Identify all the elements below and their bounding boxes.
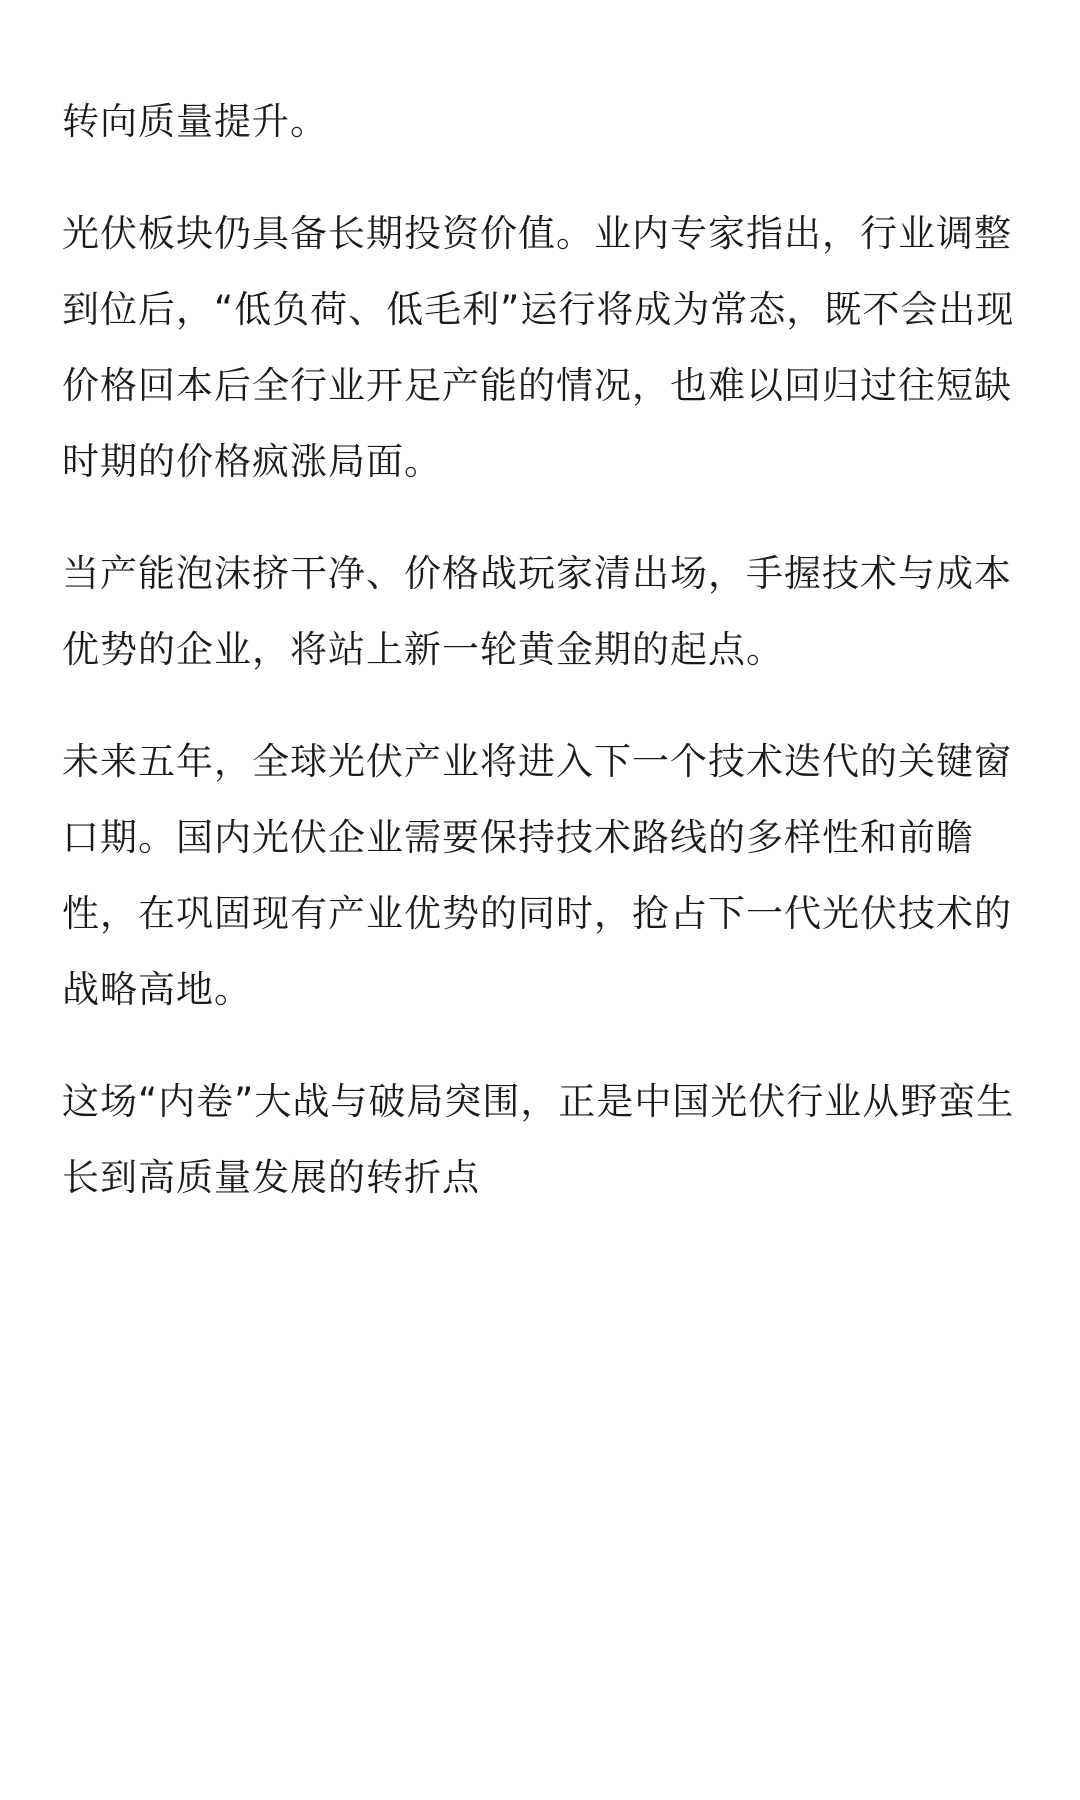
paragraph-4: 未来五年，全球光伏产业将进入下一个技术迭代的关键窗口期。国内光伏企业需要保持技术路线的多样性和前瞻性，在巩固现有产业优势的同时，抢占下一代光伏技术的战略高地。 <box>62 740 1012 1011</box>
paragraph-2: 光伏板块仍具备长期投资价值。业内专家指出，行业调整到位后，“低负荷、低毛利”运行将成为常态，既不会出现价格回本后全行业开足产能的情况，也难以回归过往短缺时期的价格疯涨局面。 <box>62 212 1015 483</box>
paragraph-5: 这场“内卷”大战与破局突围，正是中国光伏行业从野蛮生长到高质量发展的转折点 <box>62 1080 1015 1199</box>
paragraph-3: 当产能泡沫挤干净、价格战玩家清出场，手握技术与成本优势的企业，将站上新一轮黄金期的起点。 <box>62 552 1012 671</box>
article-body <box>62 84 1032 1252</box>
paragraph-1: 转向质量提升。 <box>62 100 328 143</box>
